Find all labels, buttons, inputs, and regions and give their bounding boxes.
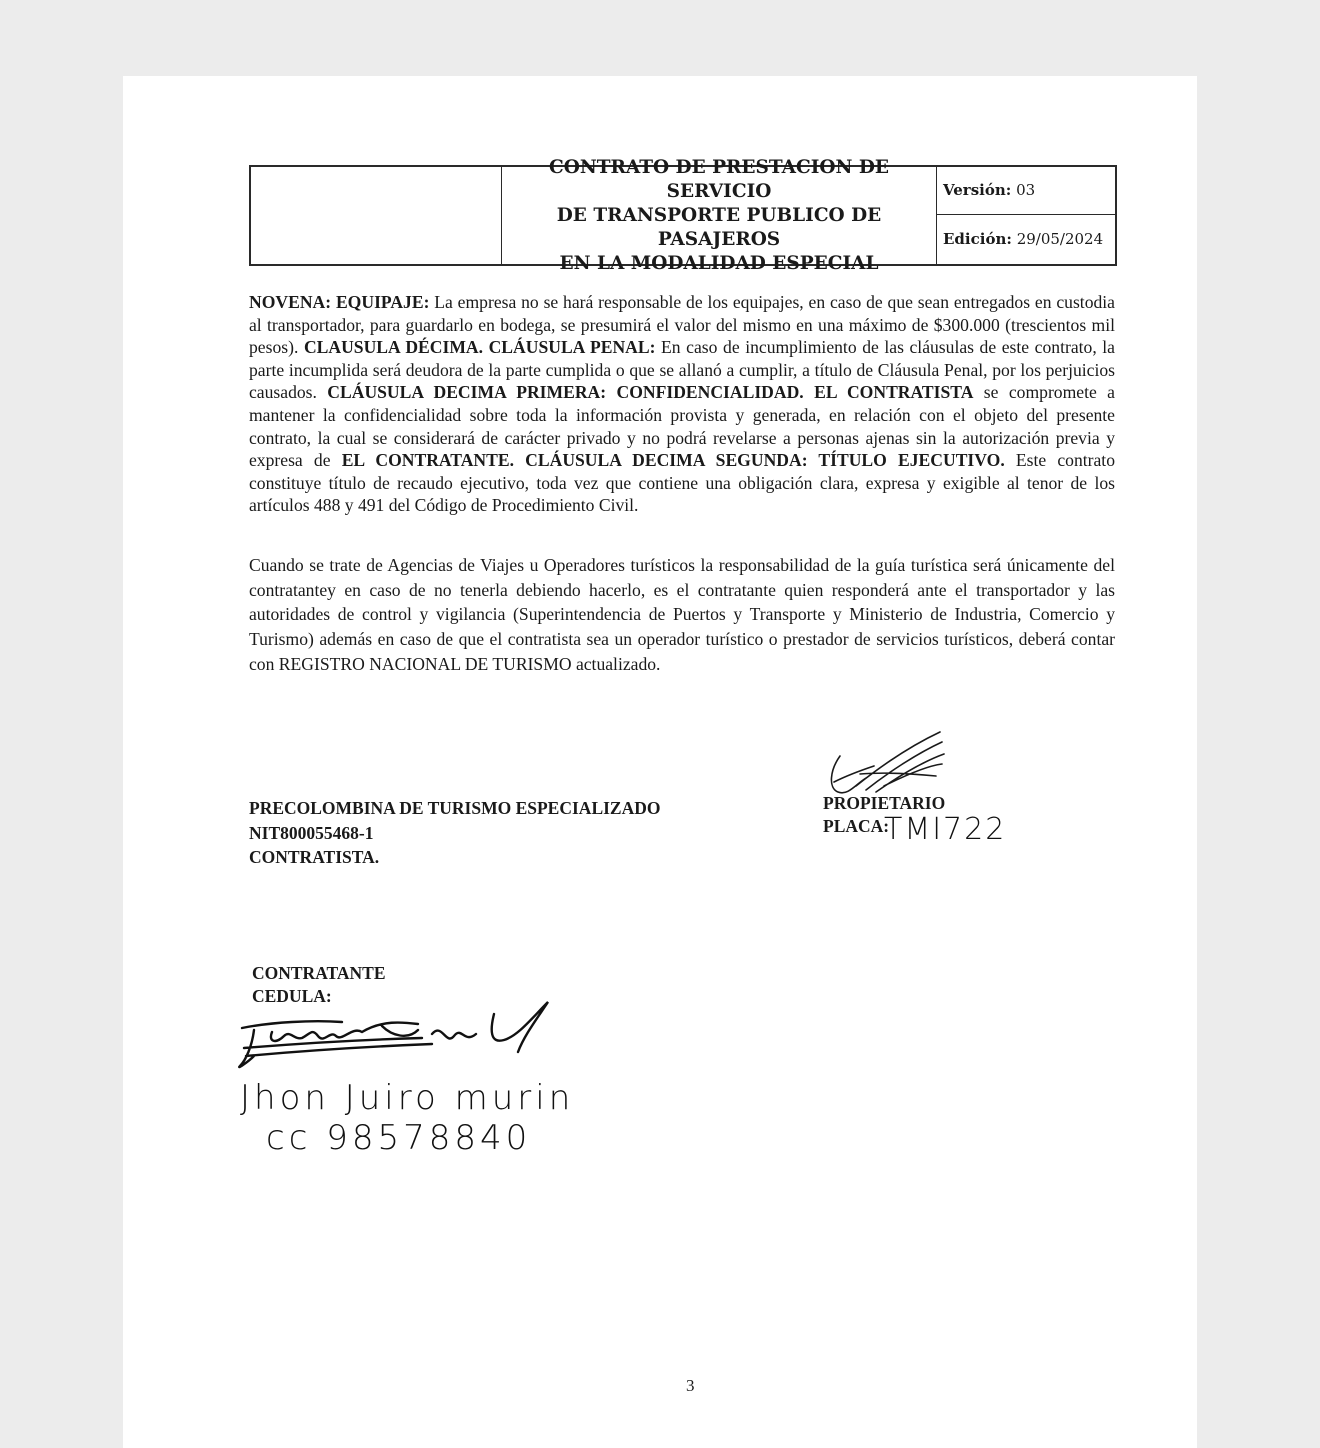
header-title-line: DE TRANSPORTE PUBLICO DE PASAJEROS <box>556 204 882 250</box>
header-title <box>502 156 937 274</box>
contractor-role: CONTRATISTA. <box>249 847 380 867</box>
header-title-line: CONTRATO DE PRESTACION DE SERVICIO <box>549 156 889 202</box>
clause-heading: EL CONTRATANTE. CLÁUSULA DECIMA SEGUNDA: TÍTULO EJECUTIVO. <box>341 450 1005 471</box>
document-header-table <box>249 156 1117 274</box>
version-value: 03 <box>1016 181 1036 199</box>
header-logo-cell <box>251 167 502 264</box>
document-page <box>123 76 1197 1448</box>
owner-role: PROPIETARIO <box>823 793 946 813</box>
clause-heading: NOVENA: EQUIPAJE: <box>249 292 430 312</box>
clause-heading: CLAUSULA DÉCIMA. CLÁUSULA PENAL: <box>303 337 656 358</box>
header-meta-cell <box>937 167 1115 264</box>
clause-text: se compromete a mantener la confidencialidad sobre toda la información provista y generada, en relación con el objeto del presente contrato, la cual se considerará de carácter privado y no podrá revelarse a personas ajenas sin la autorización previa y expresa de <box>249 382 1115 471</box>
contractor-nit: NIT800055468-1 <box>249 822 374 843</box>
version-label: Versión: <box>943 181 1012 199</box>
page-number: 3 <box>686 1376 695 1395</box>
plate-label: PLACA: <box>823 816 890 836</box>
plate-handwritten: TMI722 <box>884 812 1007 847</box>
clause-text: Este contrato constituye título de recaudo ejecutivo, toda vez que contiene una obligación clara, expresa y exigible al tenor de los artículos 488 y 491 del Código de Procedimiento Civil. <box>249 450 1115 516</box>
clause-heading: CLÁUSULA DECIMA PRIMERA: CONFIDENCIALIDAD. EL CONTRATISTA <box>327 382 974 403</box>
client-handwritten-name: Jhon Juiro murin <box>240 1078 575 1118</box>
version-row <box>937 167 1115 215</box>
client-role: CONTRATANTE <box>252 963 386 983</box>
edition-row <box>937 216 1115 264</box>
clauses-paragraph <box>249 291 1115 517</box>
clause-text: En caso de incumplimiento de las cláusulas de este contrato, la parte incumplida será deudora de la parte cumplida o que se allanó a cumplir, a título de Cláusula Penal, por los perjuicios causados. <box>249 337 1115 403</box>
edition-label: Edición: <box>943 230 1012 248</box>
contractor-name: PRECOLOMBINA DE TURISMO ESPECIALIZADO <box>249 798 661 818</box>
header-title-line: EN LA MODALIDAD ESPECIAL <box>559 252 879 274</box>
id-label: CEDULA: <box>252 986 332 1006</box>
contractor-signature-block <box>249 796 660 870</box>
edition-value: 29/05/2024 <box>1016 230 1104 248</box>
clause-text: La empresa no se hará responsable de los equipajes, en caso de que sean entregados en custodia al transportador, para guardarlo en bodega, se presumirá el valor del mismo en una máximo de $300.000 (trescientos mil pesos). <box>249 292 1115 358</box>
tourism-paragraph: Cuando se trate de Agencias de Viajes u Operadores turísticos la responsabilidad de la guía turística será únicamente del contratantey en caso de no tenerla debiendo hacerlo, es el contratante quien responderá ante el transportador y las autoridades de control y vigilancia (Superintendencia de Puertos y Transporte y Ministerio de Industria, Comercio y Turismo) además en caso de que el contratista sea un operador turístico o prestador de servicios turísticos, deberá contar con REGISTRO NACIONAL DE TURISMO actualizado. <box>249 555 1115 674</box>
client-handwritten-id: cc 98578840 <box>266 1118 532 1158</box>
client-signature-scribble <box>232 1000 562 1072</box>
